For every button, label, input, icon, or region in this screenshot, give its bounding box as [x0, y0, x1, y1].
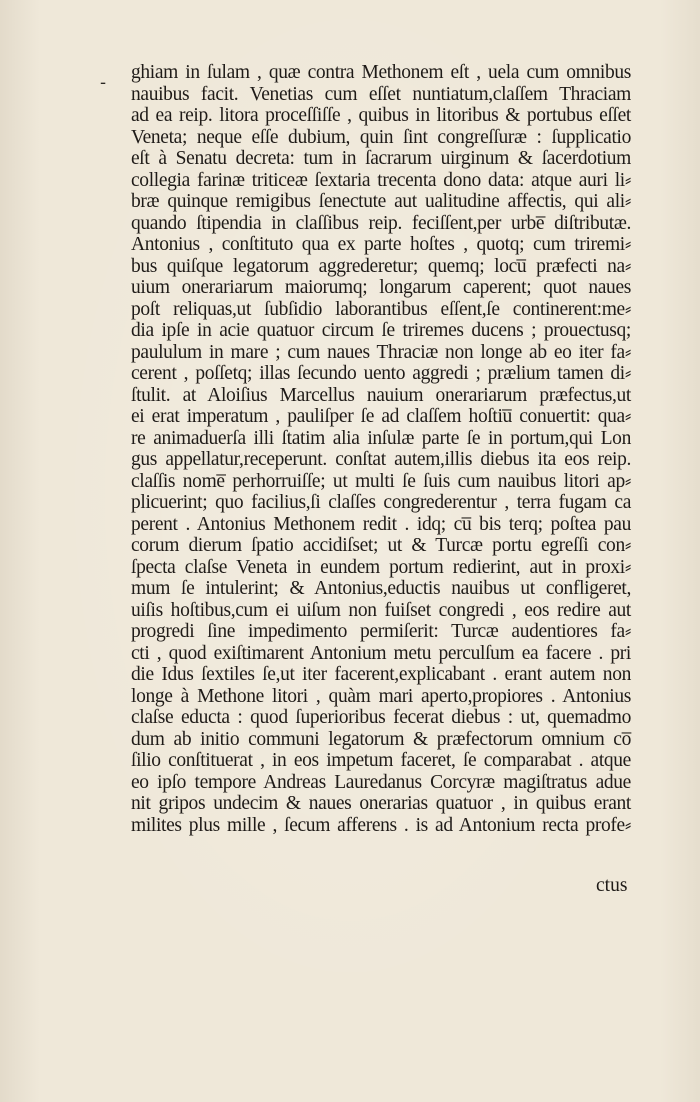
text-line: cti , quod exiſtimarent Antonium metu perculſum ea facere . pri	[131, 642, 631, 664]
text-line: dia ipſe in acie quatuor circum ſe triremes ducens ; prouectusq;	[131, 320, 631, 341]
text-line: poſt reliquas,ut ſubſidio laborantibus eſſent,ſe continerent:me⸗	[131, 298, 631, 320]
text-line: Veneta; neque eſſe dubium, quin ſint congreſſuræ : ſupplicatio	[131, 126, 631, 148]
text-line: die Idus ſextiles ſe,ut iter facerent,explicabant . erant autem non	[131, 664, 631, 685]
text-line: plicuerint; quo facilius,ſi claſſes congrederentur , terra fugam ca	[131, 492, 631, 513]
text-line: nit gripos undecim & naues onerarias quatuor , in quibus erant	[131, 793, 631, 814]
text-line: ei erat imperatum , pauliſper ſe ad claſſem hoſtiu̅ conuertit: qua⸗	[131, 406, 631, 427]
text-line: Antonius , conſtituto qua ex parte hoſtes , quotq; cum triremi⸗	[131, 234, 631, 255]
text-line: ſilio conſtituerat , in eos impetum faceret, ſe comparabat . atque	[131, 750, 631, 771]
text-line: mum ſe intulerint; & Antonius,eductis nauibus ut confligeret,	[131, 578, 631, 599]
text-line: uiſis hoſtibus,cum ei uiſum non fuiſset congredi , eos redire aut	[131, 599, 631, 621]
text-line: corum dierum ſpatio accidiſset; ut & Turcæ portu egreſſi con⸗	[131, 535, 631, 556]
text-line: milites plus mille , ſecum afferens . is ad Antonium recta profe⸗	[131, 814, 631, 836]
text-line: gus appellatur,receperunt. conſtat autem,illis diebus ita eos reip.	[131, 449, 631, 470]
text-line: dum ab initio communi legatorum & præfectorum omnium co̅	[131, 728, 631, 750]
text-line: longe à Methone litori , quàm mari aperto,propiores . Antonius	[131, 685, 631, 707]
text-line: re animaduerſa illi ſtatim alia inſulæ parte ſe in portum,qui Lon	[131, 427, 631, 449]
text-line: collegia farinæ triticeæ ſextaria trecenta dono data: atque auri li⸗	[131, 169, 631, 191]
text-line: nauibus facit. Venetias cum eſſet nuntiatum,claſſem Thraciam	[131, 83, 631, 105]
text-line: eſt à Senatu decreta: tum in ſacrarum uirginum & ſacerdotium	[131, 148, 631, 169]
text-line: claſse educta : quod ſuperioribus fecerat diebus : ut, quemadmo	[131, 707, 631, 728]
text-line: bus quiſque legatorum aggrederetur; quemq; locu̅ præfecti na⸗	[131, 255, 631, 277]
text-line: cerent , poſſetq; illas ſecundo uento aggredi ; prælium tamen di⸗	[131, 363, 631, 384]
text-line: ghiam in ſulam , quæ contra Methonem eſt , uela cum omnibus	[131, 62, 631, 83]
margin-mark: -	[100, 72, 107, 93]
text-line: paululum in mare ; cum naues Thraciæ non longe ab eo iter fa⸗	[131, 341, 631, 363]
text-line: ad ea reip. litora proceſſiſſe , quibus in litoribus & portubus eſſet	[131, 105, 631, 126]
text-block	[131, 62, 631, 836]
text-line: uium onerariarum maiorumq; longarum caperent; quot naues	[131, 277, 631, 298]
catchword: ctus	[596, 875, 628, 896]
text-line: progredi ſine impedimento permiſerit: Turcæ audentiores fa⸗	[131, 621, 631, 642]
text-line: ſpecta claſse Veneta in eundem portum redierint, aut in proxi⸗	[131, 556, 631, 578]
text-line: perent . Antonius Methonem redit . idq; cu̅ bis terq; poſtea pau	[131, 513, 631, 535]
text-line: quando ſtipendia in claſſibus reip. feciſſent,per urbe̅ diſtributæ.	[131, 212, 631, 234]
text-line: bræ quinque remigibus ſenectute aut ualitudine affectis, qui ali⸗	[131, 191, 631, 212]
text-line: eo ipſo tempore Andreas Lauredanus Corcyræ magiſtratus adue	[131, 771, 631, 793]
text-line: claſſis nome̅ perhorruiſſe; ut multi ſe ſuis cum nauibus litori ap⸗	[131, 470, 631, 492]
text-line: ſtulit. at Aloiſius Marcellus nauium onerariarum præfectus,ut	[131, 384, 631, 406]
